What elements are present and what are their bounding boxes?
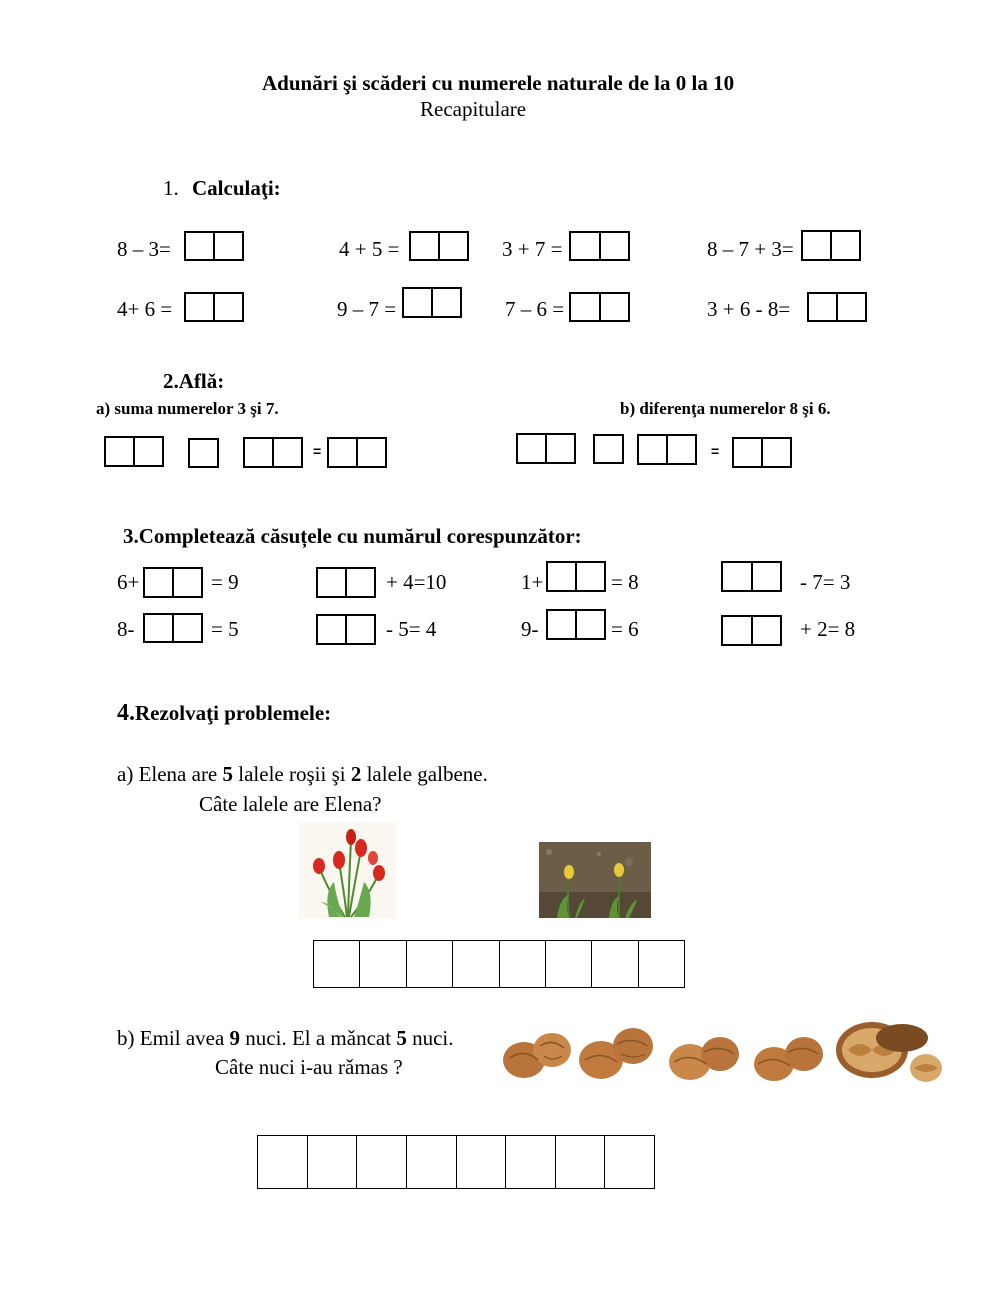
answer-box[interactable] <box>243 437 303 468</box>
answer-box[interactable] <box>143 613 203 643</box>
ex2-heading: 2.Aflǎ: <box>163 369 225 393</box>
answer-box[interactable] <box>104 436 164 467</box>
answer-box[interactable] <box>569 231 630 261</box>
ex1-item: 4 + 5 = <box>339 237 400 261</box>
ex3-suffix: = 6 <box>611 617 639 641</box>
problem-b-number: 5 <box>396 1026 407 1050</box>
problem-a-text-part: a) Elena are <box>117 762 223 786</box>
equals-sign: = <box>313 443 322 459</box>
ex1-item: 3 + 6 - 8= <box>707 297 791 321</box>
answer-box[interactable] <box>402 287 462 318</box>
answer-box[interactable] <box>801 230 861 261</box>
answer-box[interactable] <box>327 437 387 468</box>
ex3-suffix: = 8 <box>611 570 639 594</box>
answer-box[interactable] <box>569 292 630 322</box>
ex1-item: 4+ 6 = <box>117 297 173 321</box>
ex3-prefix: 9- <box>521 617 539 641</box>
answer-box[interactable] <box>516 433 576 464</box>
operator-box[interactable] <box>188 438 219 468</box>
cracked-walnut-image <box>832 1016 944 1088</box>
ex3-suffix: = 9 <box>211 570 239 594</box>
answer-strip[interactable] <box>313 940 685 988</box>
problem-a-text-part: lalele galbene. <box>361 762 488 786</box>
ex3-prefix: 8- <box>117 617 135 641</box>
ex1-item: 9 – 7 = <box>337 297 397 321</box>
answer-box[interactable] <box>637 434 697 465</box>
problem-b-text-part: b) Emil avea <box>117 1026 230 1050</box>
ex3-suffix: = 5 <box>211 617 239 641</box>
answer-box[interactable] <box>316 567 376 598</box>
answer-box[interactable] <box>184 231 244 261</box>
answer-box[interactable] <box>143 567 203 598</box>
ex2-part-a: a) suma numerelor 3 şi 7. <box>96 399 279 418</box>
answer-box[interactable] <box>721 615 782 646</box>
problem-a-text-part: lalele roşii şi <box>233 762 351 786</box>
answer-strip[interactable] <box>257 1135 655 1189</box>
ex3-heading: 3.Completează căsuțele cu numărul corespunzător: <box>123 524 582 548</box>
ex3-suffix: + 4=10 <box>386 570 447 594</box>
problem-b-text-part: nuci. El a mǎncat <box>240 1026 397 1050</box>
problem-b-text <box>117 1026 453 1051</box>
ex1-item: 3 + 7 = <box>502 237 563 261</box>
answer-box[interactable] <box>316 614 376 645</box>
equals-sign: = <box>711 443 720 459</box>
walnuts-image <box>752 1024 828 1086</box>
page-title: Adunări şi scăderi cu numerele naturale de la 0 la 10 <box>262 71 735 95</box>
operator-box[interactable] <box>593 434 624 464</box>
ex3-suffix: + 2= 8 <box>800 617 856 641</box>
yellow-tulips-image <box>539 842 651 918</box>
ex1-number: 1. <box>163 176 179 200</box>
page-subtitle: Recapitulare <box>420 97 527 121</box>
problem-b-text-part: nuci. <box>406 1026 454 1050</box>
problem-b-number: 9 <box>229 1026 241 1050</box>
ex1-heading: Calculaţi: <box>192 176 281 200</box>
problem-a-number: 2 <box>350 762 362 786</box>
ex1-item: 7 – 6 = <box>505 297 565 321</box>
problem-a-number: 5 <box>222 762 234 786</box>
ex4-heading-text: Rezolvaţi problemele: <box>135 701 332 725</box>
answer-box[interactable] <box>546 561 606 592</box>
walnuts-image <box>575 1018 657 1086</box>
ex1-item: 8 – 3= <box>117 237 171 261</box>
answer-box[interactable] <box>721 561 782 592</box>
red-tulips-image <box>299 822 396 919</box>
ex3-suffix: - 7= 3 <box>800 570 851 594</box>
walnuts-image <box>500 1018 574 1086</box>
ex3-prefix: 6+ <box>117 570 140 594</box>
problem-a-question: Câte lalele are Elena? <box>199 792 382 816</box>
problem-a-text <box>117 762 488 787</box>
ex3-prefix: 1+ <box>521 570 544 594</box>
answer-box[interactable] <box>807 292 867 322</box>
ex3-suffix: - 5= 4 <box>386 617 437 641</box>
answer-box[interactable] <box>184 292 244 322</box>
answer-box[interactable] <box>546 609 606 640</box>
walnuts-image <box>666 1024 744 1086</box>
ex2-part-b: b) diferenţa numerelor 8 şi 6. <box>620 399 831 418</box>
answer-box[interactable] <box>732 437 792 468</box>
ex1-item: 8 – 7 + 3= <box>707 237 794 261</box>
ex4-heading <box>117 700 331 727</box>
answer-box[interactable] <box>409 231 469 261</box>
problem-b-question: Câte nuci i-au rǎmas ? <box>215 1055 403 1079</box>
ex4-number: 4. <box>117 700 135 726</box>
